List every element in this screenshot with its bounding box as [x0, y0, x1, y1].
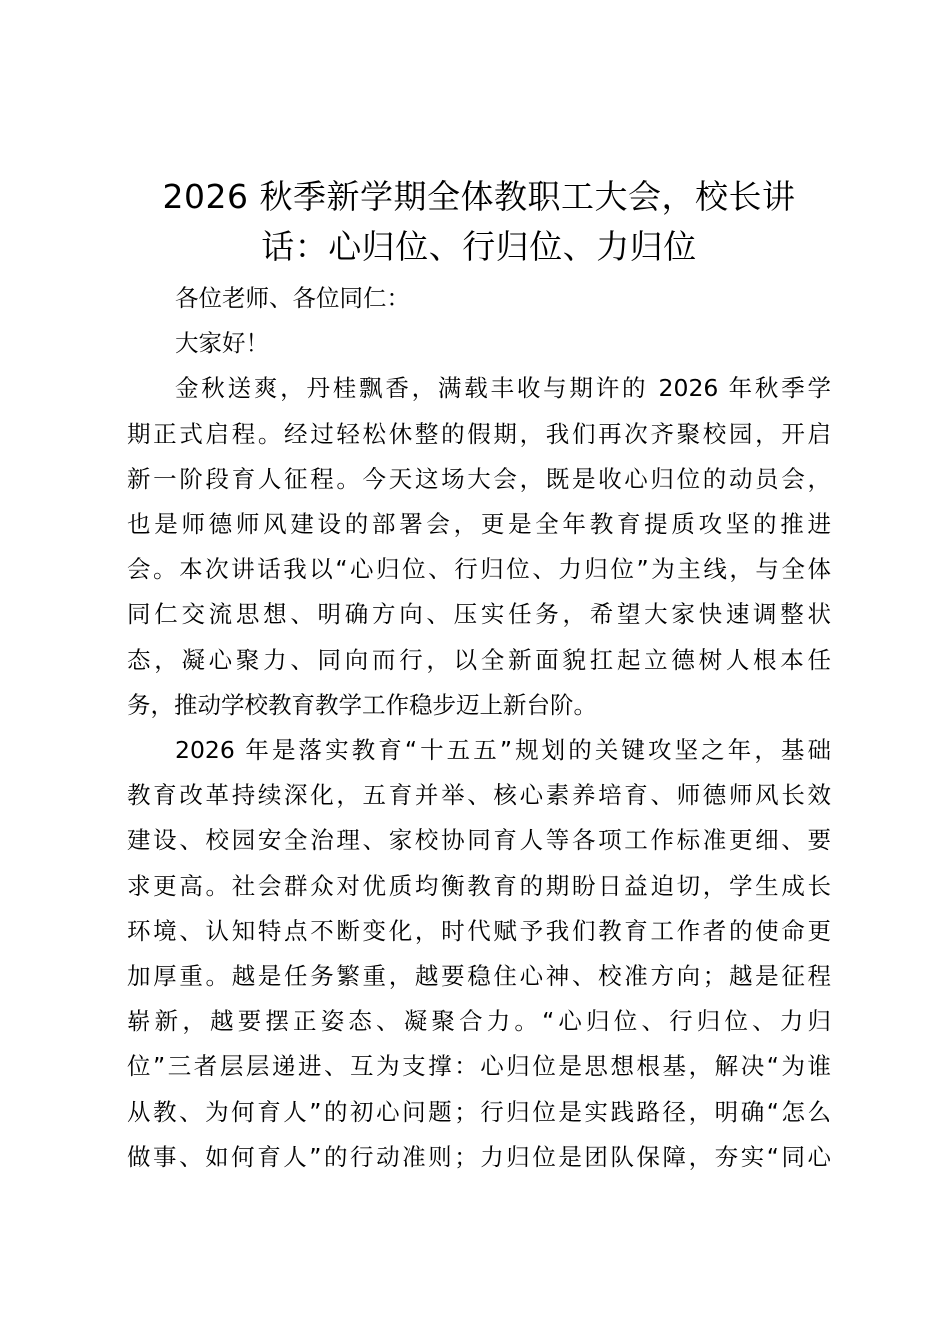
paragraph-line: 务，推动学校教育教学工作稳步迈上新台阶。 — [127, 690, 597, 719]
document-title — [127, 172, 831, 272]
paragraph-line: 会。本次讲话我以“心归位、行归位、力归位”为主线，与全体 — [127, 555, 831, 584]
paragraph-1 — [127, 366, 831, 728]
paragraph-line: 同仁交流思想、明确方向、压实任务，希望大家快速调整状 — [127, 600, 831, 629]
paragraph-line: 建设、校园安全治理、家校协同育人等各项工作标准更细、要 — [127, 826, 831, 855]
salutation-text: 各位老师、各位同仁： — [175, 284, 410, 312]
paragraph-line: 也是师德师风建设的部署会，更是全年教育提质攻坚的推进 — [127, 510, 831, 539]
paragraph-line: 金秋送爽，丹桂飘香，满载丰收与期许的 2026 年秋季学 — [175, 374, 831, 403]
title-line-2: 话：心归位、行归位、力归位 — [261, 227, 697, 266]
paragraph-line: 期正式启程。经过轻松休整的假期，我们再次齐聚校园，开启 — [127, 419, 831, 448]
paragraph-line: 教育改革持续深化，五育并举、核心素养培育、师德师风长效 — [127, 781, 831, 810]
paragraph-line: 从教、为何育人”的初心问题；行归位是实践路径，明确“怎么 — [127, 1097, 831, 1126]
paragraph-line: 位”三者层层递进、互为支撑：心归位是思想根基，解决“为谁 — [127, 1052, 831, 1081]
salutation — [127, 276, 831, 321]
paragraph-line: 态，凝心聚力、同向而行，以全新面貌扛起立德树人根本任 — [127, 645, 831, 674]
paragraph-line: 加厚重。越是任务繁重，越要稳住心神、校准方向；越是征程 — [127, 962, 831, 991]
paragraph-2 — [127, 728, 831, 1180]
paragraph-line: 环境、认知特点不断变化，时代赋予我们教育工作者的使命更 — [127, 916, 831, 945]
paragraph-line: 2026 年是落实教育“十五五”规划的关键攻坚之年，基础 — [175, 736, 831, 765]
paragraph-line: 做事、如何育人”的行动准则；力归位是团队保障，夯实“同心 — [127, 1142, 831, 1171]
paragraph-line: 求更高。社会群众对优质均衡教育的期盼日益迫切，学生成长 — [127, 871, 831, 900]
paragraph-line: 崭新，越要摆正姿态、凝聚合力。“心归位、行归位、力归 — [127, 1007, 831, 1036]
document-page — [127, 172, 831, 1180]
greeting-text: 大家好！ — [175, 329, 269, 358]
greeting — [127, 321, 831, 366]
title-line-1: 2026 秋季新学期全体教职工大会，校长讲 — [162, 177, 796, 216]
paragraph-line: 新一阶段育人征程。今天这场大会，既是收心归位的动员会， — [127, 464, 831, 493]
